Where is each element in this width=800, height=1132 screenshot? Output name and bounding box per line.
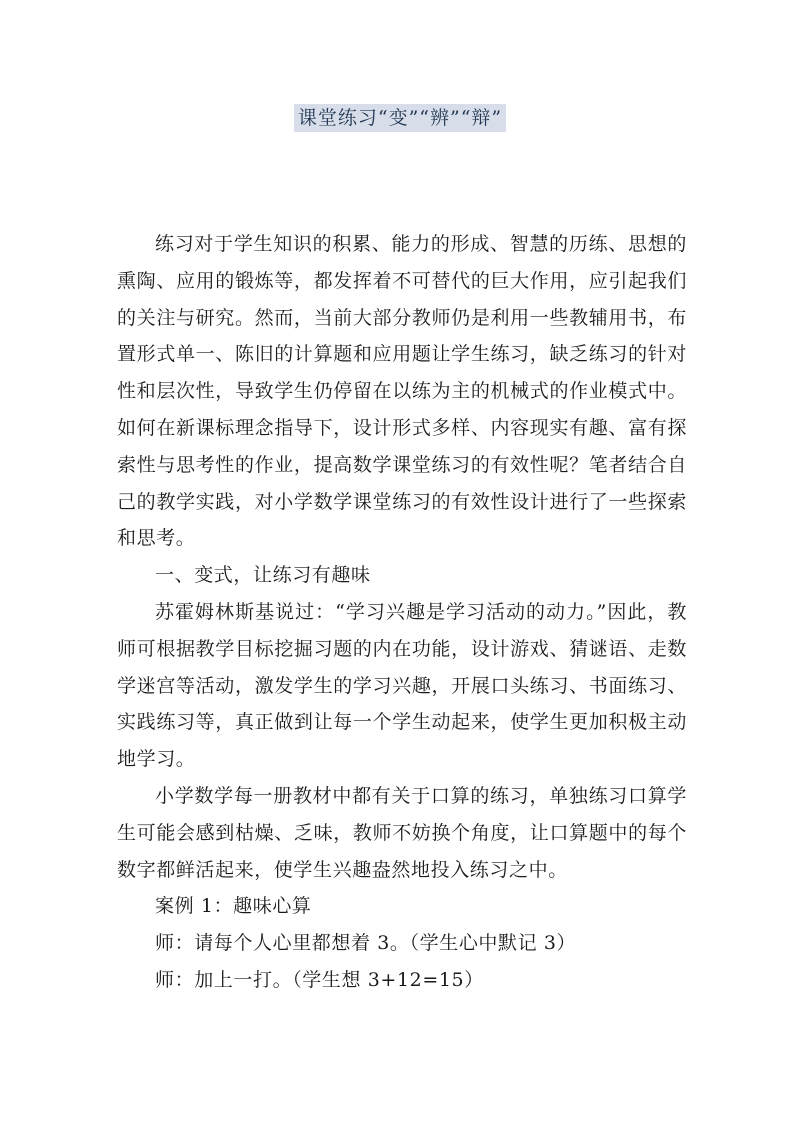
document-body bbox=[117, 226, 687, 999]
case-heading: 案例 1：趣味心算 bbox=[155, 895, 312, 918]
paragraph-quote: 苏霍姆林斯基说过：“学习兴趣是学习活动的动力。”因此，教师可根据教学目标挖掘习题的内在功能，设计游戏、猜谜语、走数学迷宫等活动，激发学生的学习兴趣，开展口头练习、书面练习、实践练习等，真正做到让每一个学生动起来，使学生更加积极主动地学习。 bbox=[117, 600, 687, 771]
paragraph-intro: 练习对于学生知识的积累、能力的形成、智慧的历练、思想的熏陶、应用的锻炼等，都发挥着不可替代的巨大作用，应引起我们的关注与研究。然而，当前大部分教师仍是利用一些教辅用书，布置形式单一、陈旧的计算题和应用题让学生练习，缺乏练习的针对性和层次性，导致学生仍停留在以练为主的机械式的作业模式中。如何在新课标理念指导下，设计形式多样、内容现实有趣、富有探索性与思考性的作业，提高数学课堂练习的有效性呢？笔者结合自己的教学实践，对小学数学课堂练习的有效性设计进行了一些探索和思考。 bbox=[117, 233, 687, 550]
section-heading-1: 一、变式，让练习有趣味 bbox=[155, 564, 371, 587]
paragraph-oral-calc: 小学数学每一册教材中都有关于口算的练习，单独练习口算学生可能会感到枯燥、乏味，教师不妨换个角度，让口算题中的每个数字都鲜活起来，使学生兴趣盎然地投入练习之中。 bbox=[117, 784, 687, 881]
document-title: 课堂练习“变”“辨”“辩” bbox=[294, 104, 506, 132]
dialogue-line-1: 师：请每个人心里都想着 3。（学生心中默记 3） bbox=[155, 932, 577, 955]
title-container bbox=[0, 104, 800, 132]
dialogue-line-2: 师：加上一打。（学生想 3+12=15） bbox=[155, 968, 484, 991]
